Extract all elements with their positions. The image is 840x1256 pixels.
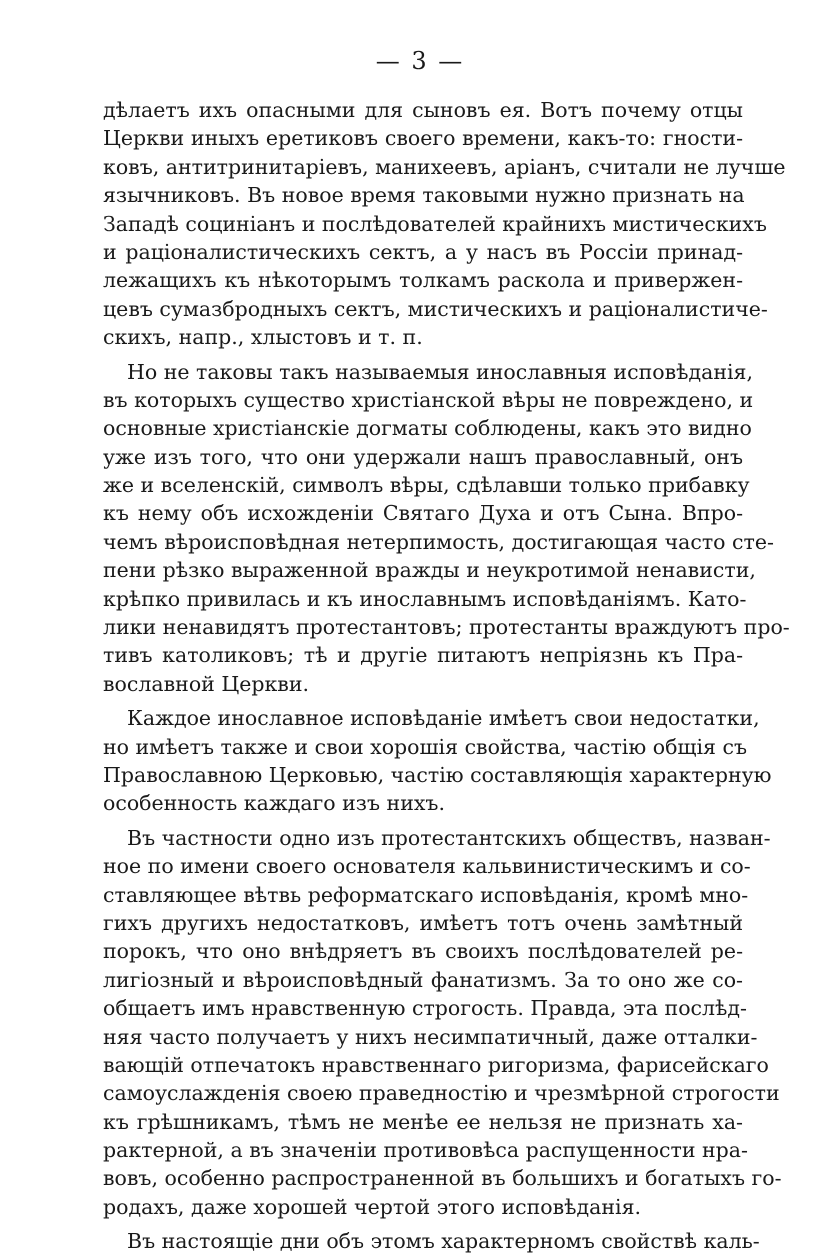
text-line: лигіозный и вѣроисповѣдный фанатизмъ. За то оно же со-	[103, 967, 743, 992]
page-number: — 3 —	[375, 47, 465, 75]
paragraph	[103, 358, 790, 699]
text-line: самоуслажденія своею праведностію и чрезмѣрной строгости	[103, 1081, 780, 1106]
paragraph	[103, 1227, 760, 1255]
text-line: Въ частности одно изъ протестантскихъ обществъ, назван-	[127, 825, 771, 850]
text-line: чемъ вѣроисповѣдная нетерпимость, достигающая часто сте-	[103, 529, 774, 554]
text-line: же и вселенскій, символъ вѣры, сдѣлавши только прибавку	[103, 473, 750, 498]
text-line: тивъ католиковъ; тѣ и другіе питаютъ непріязнь къ Пра-	[103, 643, 743, 668]
text-line: цевъ сумазбродныхъ сектъ, мистическихъ и раціоналистиче-	[103, 296, 768, 321]
text-line: общаетъ имъ нравственную строгость. Правда, эта послѣд-	[103, 996, 747, 1021]
text-line: Каждое инославное исповѣданіе имѣетъ свои недостатки,	[127, 706, 760, 731]
text-line: основные христіанскіе догматы соблюдены, какъ это видно	[103, 416, 752, 441]
text-line: уже изъ того, что они удержали нашъ православный, онъ	[103, 444, 743, 469]
text-line: и раціоналистическихъ сектъ, а у насъ въ Россіи принад-	[103, 239, 743, 264]
text-line: Въ настоящіе дни объ этомъ характерномъ свойствѣ каль-	[127, 1229, 760, 1254]
text-line: Но не таковы такъ называемыя инославныя исповѣданія,	[127, 359, 753, 384]
text-line: ное по имени своего основателя кальвинистическимъ и со-	[103, 854, 751, 879]
paragraph	[103, 96, 786, 352]
paragraph	[103, 704, 772, 818]
body-text	[103, 96, 790, 1256]
text-line: вовъ, особенно распространенной въ большихъ и богатыхъ го-	[103, 1166, 782, 1191]
text-line: вославной Церкви.	[103, 671, 310, 696]
text-line: гихъ другихъ недостатковъ, имѣетъ тотъ очень замѣтный	[103, 910, 743, 935]
text-line: вающій отпечатокъ нравственнаго ригоризма, фарисейскаго	[103, 1052, 769, 1077]
text-line: особенность каждаго изъ нихъ.	[103, 791, 445, 816]
text-line: пени рѣзко выраженной вражды и неукротимой ненависти,	[103, 558, 756, 583]
text-line: Западѣ социніанъ и послѣдователей крайнихъ мистическихъ	[103, 211, 767, 236]
text-line: лики ненавидятъ протестантовъ; протестанты враждуютъ про-	[103, 615, 790, 640]
text-line: въ которыхъ существо христіанской вѣры не повреждено, и	[103, 387, 754, 412]
paragraph	[103, 824, 782, 1221]
text-line: дѣлаетъ ихъ опасными для сыновъ ея. Вотъ почему отцы	[103, 98, 743, 122]
text-line: рактерной, а въ значеніи противовѣса распущенности нра-	[103, 1138, 748, 1163]
text-line: язычниковъ. Въ новое время таковыми нужно признать на	[103, 183, 745, 208]
text-line: къ грѣшникамъ, тѣмъ не менѣе ее нельзя не признать ха-	[103, 1109, 743, 1134]
text-line: Церкви иныхъ еретиковъ своего времени, какъ-то: гности-	[103, 126, 743, 151]
text-line: крѣпко привилась и къ инославнымъ исповѣданіямъ. Като-	[103, 586, 747, 611]
text-line: ставляющее вѣтвь реформатскаго исповѣданія, кромѣ мно-	[103, 882, 749, 907]
text-line: Православною Церковью, частію составляющія характерную	[103, 762, 772, 787]
text-line: къ нему объ исхожденіи Святаго Духа и отъ Сына. Впро-	[103, 501, 743, 526]
text-line: но имѣетъ также и свои хорошія свойства, частію общія съ	[103, 734, 747, 759]
text-line: няя часто получаетъ у нихъ несимпатичный, даже отталки-	[103, 1024, 758, 1049]
text-line: порокъ, что оно внѣдряетъ въ своихъ послѣдователей ре-	[103, 939, 743, 964]
text-line: ковъ, антитринитаріевъ, манихеевъ, аріанъ, считали не лучше	[103, 154, 786, 179]
text-line: родахъ, даже хорошей чертой этого исповѣданія.	[103, 1194, 642, 1219]
text-line: скихъ, напр., хлыстовъ и т. п.	[103, 325, 423, 350]
text-line: лежащихъ къ нѣкоторымъ толкамъ раскола и привержен-	[103, 268, 743, 293]
